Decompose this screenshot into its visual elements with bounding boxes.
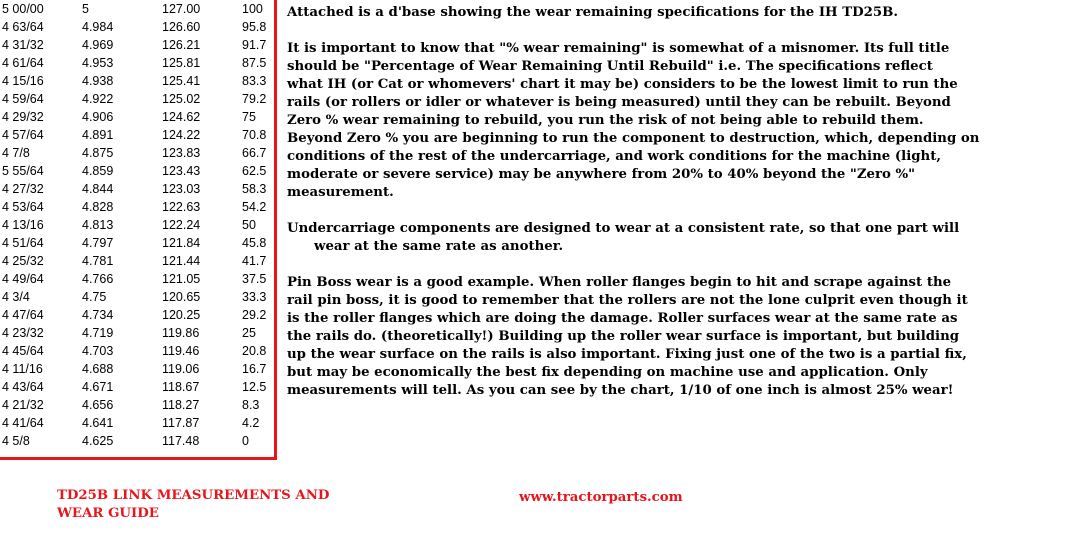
decimal-inches-cell: 4.734	[82, 308, 114, 322]
article-text	[287, 4, 1067, 418]
consistent-rate-line-2: wear at the same rate as another.	[314, 239, 564, 254]
percent-wear-cell: 25	[242, 326, 256, 340]
fraction-inches-cell: 4 23/32	[2, 326, 44, 340]
percent-wear-cell: 41.7	[242, 254, 267, 268]
wear-table	[0, 0, 277, 460]
misnomer-line: measurement.	[287, 185, 394, 200]
misnomer-line: It is important to know that "% wear remaining" is somewhat of a misnomer. Its full title	[287, 41, 950, 56]
percent-wear-cell: 4.2	[242, 416, 260, 430]
millimeters-cell: 123.03	[162, 182, 201, 196]
percent-wear-cell: 33.3	[242, 290, 267, 304]
misnomer-line: Zero % wear remaining to rebuild, you run the risk of not being able to rebuild them.	[287, 113, 924, 128]
millimeters-cell: 120.65	[162, 290, 201, 304]
decimal-inches-cell: 4.703	[82, 344, 114, 358]
fraction-inches-cell: 4 51/64	[2, 236, 44, 250]
fraction-inches-cell: 4 49/64	[2, 272, 44, 286]
fraction-inches-cell: 4 61/64	[2, 56, 44, 70]
decimal-inches-cell: 4.875	[82, 146, 114, 160]
pin-boss-paragraph	[287, 274, 1067, 400]
misnomer-line: what IH (or Cat or whomevers' chart it may be) considers to be the lowest limit to run the	[287, 77, 958, 92]
millimeters-cell: 117.87	[162, 416, 200, 430]
millimeters-cell: 123.43	[162, 164, 201, 178]
percent-wear-cell: 79.2	[242, 92, 267, 106]
percent-wear-cell: 37.5	[242, 272, 267, 286]
percent-wear-cell: 95.8	[242, 20, 267, 34]
millimeters-cell: 127.00	[162, 2, 201, 16]
consistent-rate-line-1: Undercarriage components are designed to wear at a consistent rate, so that one part will	[287, 221, 960, 236]
percent-wear-cell: 20.8	[242, 344, 267, 358]
millimeters-cell: 125.02	[162, 92, 201, 106]
decimal-inches-cell: 4.719	[82, 326, 114, 340]
consistent-rate-paragraph	[287, 220, 1067, 256]
decimal-inches-cell: 4.797	[82, 236, 114, 250]
decimal-inches-cell: 4.688	[82, 362, 114, 376]
percent-wear-cell: 91.7	[242, 38, 267, 52]
percent-wear-cell: 29.2	[242, 308, 267, 322]
misnomer-line: Beyond Zero % you are beginning to run the component to destruction, which, depending on	[287, 131, 980, 146]
percent-wear-cell: 70.8	[242, 128, 267, 142]
fraction-inches-cell: 4 7/8	[2, 146, 30, 160]
percent-wear-cell: 12.5	[242, 380, 267, 394]
pin-boss-line: the rails do. (theoretically!) Building up the roller wear surface is important, but building	[287, 329, 960, 344]
fraction-inches-cell: 4 27/32	[2, 182, 44, 196]
millimeters-cell: 121.44	[162, 254, 201, 268]
decimal-inches-cell: 4.781	[82, 254, 114, 268]
fraction-inches-cell: 4 57/64	[2, 128, 44, 142]
decimal-inches-cell: 4.922	[82, 92, 114, 106]
percent-wear-cell: 58.3	[242, 182, 267, 196]
guide-title	[57, 487, 329, 523]
fraction-inches-cell: 4 5/8	[2, 434, 30, 448]
percent-wear-cell: 0	[242, 434, 249, 448]
guide-title-line-1: TD25B LINK MEASUREMENTS AND	[57, 488, 330, 503]
decimal-inches-cell: 4.891	[82, 128, 114, 142]
millimeters-cell: 126.60	[162, 20, 201, 34]
pin-boss-line: measurements will tell. As you can see by the chart, 1/10 of one inch is almost 25% wear!	[287, 383, 954, 398]
percent-wear-cell: 62.5	[242, 164, 267, 178]
percent-wear-cell: 75	[242, 110, 256, 124]
decimal-inches-cell: 4.969	[82, 38, 114, 52]
fraction-inches-cell: 4 41/64	[2, 416, 44, 430]
millimeters-cell: 123.83	[162, 146, 201, 160]
guide-title-line-2: WEAR GUIDE	[57, 506, 159, 521]
fraction-inches-cell: 4 31/32	[2, 38, 44, 52]
millimeters-cell: 122.24	[162, 218, 201, 232]
percent-wear-cell: 83.3	[242, 74, 267, 88]
millimeters-cell: 121.84	[162, 236, 201, 250]
decimal-inches-cell: 4.953	[82, 56, 114, 70]
misnomer-line: rails (or rollers or idler or whatever is being measured) until they can be rebuilt. Beyond	[287, 95, 951, 110]
fraction-inches-cell: 4 29/32	[2, 110, 44, 124]
decimal-inches-cell: 4.656	[82, 398, 114, 412]
misnomer-line: should be "Percentage of Wear Remaining Until Rebuild" i.e. The specifications reflect	[287, 59, 933, 74]
decimal-inches-cell: 4.813	[82, 218, 114, 232]
fraction-inches-cell: 5 00/00	[2, 2, 44, 16]
fraction-inches-cell: 4 21/32	[2, 398, 44, 412]
decimal-inches-cell: 4.938	[82, 74, 114, 88]
decimal-inches-cell: 4.75	[82, 290, 107, 304]
intro-paragraph: Attached is a d'base showing the wear remaining specifications for the IH TD25B.	[287, 5, 899, 20]
percent-wear-cell: 87.5	[242, 56, 267, 70]
percent-wear-cell: 100	[242, 2, 263, 16]
percent-wear-cell: 66.7	[242, 146, 267, 160]
millimeters-cell: 121.05	[162, 272, 201, 286]
decimal-inches-cell: 4.859	[82, 164, 114, 178]
percent-wear-cell: 16.7	[242, 362, 267, 376]
millimeters-cell: 117.48	[162, 434, 200, 448]
millimeters-cell: 119.46	[162, 344, 200, 358]
fraction-inches-cell: 4 13/16	[2, 218, 44, 232]
fraction-inches-cell: 4 53/64	[2, 200, 44, 214]
millimeters-cell: 118.27	[162, 398, 200, 412]
millimeters-cell: 120.25	[162, 308, 201, 322]
pin-boss-line: but may be economically the best fix depending on machine use and application. Only	[287, 365, 928, 380]
fraction-inches-cell: 4 3/4	[2, 290, 30, 304]
fraction-inches-cell: 4 11/16	[2, 362, 43, 376]
fraction-inches-cell: 4 45/64	[2, 344, 44, 358]
decimal-inches-cell: 4.984	[82, 20, 114, 34]
millimeters-cell: 119.06	[162, 362, 200, 376]
fraction-inches-cell: 4 59/64	[2, 92, 44, 106]
millimeters-cell: 125.41	[162, 74, 201, 88]
misnomer-line: moderate or severe service) may be anywhere from 20% to 40% beyond the "Zero %"	[287, 167, 916, 182]
decimal-inches-cell: 4.671	[82, 380, 114, 394]
pin-boss-line: rail pin boss, it is good to remember that the rollers are not the lone culprit even though it	[287, 293, 968, 308]
decimal-inches-cell: 4.844	[82, 182, 114, 196]
pin-boss-line: Pin Boss wear is a good example. When roller flanges begin to hit and scrape against the	[287, 275, 952, 290]
decimal-inches-cell: 4.641	[82, 416, 114, 430]
percent-wear-cell: 54.2	[242, 200, 267, 214]
misnomer-line: conditions of the rest of the undercarriage, and work conditions for the machine (light,	[287, 149, 941, 164]
fraction-inches-cell: 4 63/64	[2, 20, 44, 34]
decimal-inches-cell: 5	[82, 2, 89, 16]
percent-wear-cell: 50	[242, 218, 256, 232]
percent-wear-cell: 8.3	[242, 398, 260, 412]
millimeters-cell: 119.86	[162, 326, 200, 340]
pin-boss-line: is the roller flanges which are doing the damage. Roller surfaces wear at the same rate as	[287, 311, 958, 326]
millimeters-cell: 124.22	[162, 128, 201, 142]
millimeters-cell: 118.67	[162, 380, 200, 394]
fraction-inches-cell: 4 47/64	[2, 308, 44, 322]
millimeters-cell: 124.62	[162, 110, 201, 124]
pin-boss-line: up the wear surface on the rails is also important. Fixing just one of the two is a partial fix,	[287, 347, 967, 362]
fraction-inches-cell: 4 25/32	[2, 254, 44, 268]
percent-wear-cell: 45.8	[242, 236, 267, 250]
millimeters-cell: 122.63	[162, 200, 201, 214]
decimal-inches-cell: 4.828	[82, 200, 114, 214]
fraction-inches-cell: 5 55/64	[2, 164, 44, 178]
fraction-inches-cell: 4 15/16	[2, 74, 44, 88]
fraction-inches-cell: 4 43/64	[2, 380, 44, 394]
decimal-inches-cell: 4.625	[82, 434, 114, 448]
decimal-inches-cell: 4.906	[82, 110, 114, 124]
millimeters-cell: 125.81	[162, 56, 201, 70]
decimal-inches-cell: 4.766	[82, 272, 114, 286]
website-url: www.tractorparts.com	[519, 490, 683, 505]
millimeters-cell: 126.21	[162, 38, 201, 52]
misnomer-paragraph	[287, 40, 1067, 202]
